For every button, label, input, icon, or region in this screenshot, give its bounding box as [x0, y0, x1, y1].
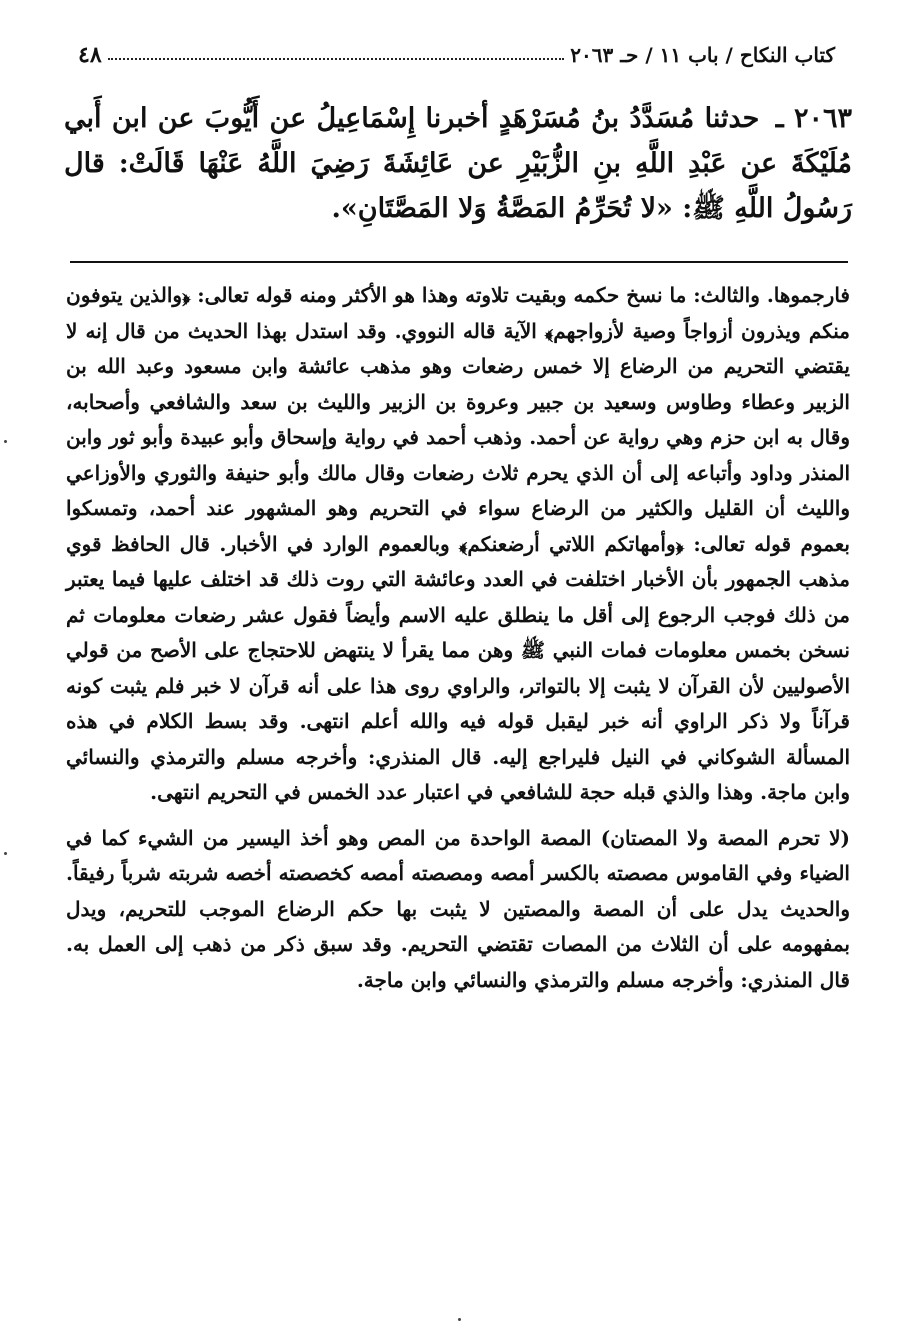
- commentary-paragraph: فارجموها. والثالث: ما نسخ حكمه وبقيت تلاوته وهذا هو الأكثر ومنه قوله تعالى: ﴿والذين يتوفون منكم ويذرون أزواجاً وصية لأزواجهم﴾ الآية قاله النووي. وقد استدل بهذا الحديث من قال إنه لا يقتضي التحريم من الرضاع إلا خمس رضعات وهو مذهب عائشة وابن مسعود وعبد الله بن الزبير وعطاء وطاوس وسعيد بن جبير وعروة بن الزبير والليث بن سعد والشافعي وأصحابه، وقال به ابن حزم وهي رواية عن أحمد. وذهب أحمد في رواية وإسحاق وأبو عبيدة وأبو ثور وابن المنذر وداود وأتباعه إلى أن الذي يحرم ثلاث رضعات وقال مالك وأبو حنيفة والثوري والأوزاعي والليث أن القليل والكثير من الرضاع سواء في التحريم وهو المشهور عند أحمد، وتمسكوا بعموم قوله تعالى: ﴿وأمهاتكم اللاتي أرضعنكم﴾ وبالعموم الوارد في الأخبار. قال الحافظ قوي مذهب الجمهور بأن الأخبار اختلفت في العدد وعائشة التي روت ذلك قد اختلف عليها فيما يعتبر من ذلك فوجب الرجوع إلى أقل ما ينطلق عليه الاسم وأيضاً فقول عشر رضعات معلومات ثم نسخن بخمس معلومات فمات النبي ﷺ وهن مما يقرأ لا ينتهض للاحتجاج على الأصح من قولي الأصوليين لأن القرآن لا يثبت إلا بالتواتر، والراوي روى هذا على أنه قرآن لا خبر فلم يثبت كونه قرآناً ولا ذكر الراوي أنه خبر ليقبل قوله فيه والله أعلم انتهى. وقد بسط الكلام في هذه المسألة الشوكاني في النيل فليراجع إليه. قال المنذري: وأخرجه مسلم والترمذي والنسائي وابن ماجة. وهذا والذي قبله حجة للشافعي في اعتبار عدد الخمس في التحريم انتهى.: [66, 283, 850, 804]
- header-dotted-leader: [108, 58, 565, 60]
- running-title: كتاب النكاح / باب ١١ / حـ ٢٠٦٣: [570, 43, 835, 67]
- commentary-paragraph-lemma: [66, 821, 850, 999]
- commentary-block: [66, 278, 850, 998]
- margin-speck: [4, 440, 7, 443]
- hadith-text-block: [64, 96, 852, 231]
- hadith-number: ٢٠٦٣ ـ: [775, 103, 852, 134]
- page-number: ٤٨: [78, 42, 102, 68]
- footnote-separator: [70, 261, 848, 263]
- lemma-explanation: المصة الواحدة من المص وهو أخذ اليسير من الشيء كما في الضياء وفي القاموس مصصته بالكسر أمصه ومصصته أمصه كخصصته أخصه شربته شرباً رفيقاً. والحديث يدل على أن المصة والمصتين لا يثبت بها حكم الرضاع الموجب للتحريم، ويدل بمفهومه على أن الثلاث من المصات تقتضي التحريم. وقد سبق ذكر من ذهب إلى العمل به. قال المنذري: وأخرجه مسلم والترمذي والنسائي وابن ماجة.: [66, 825, 850, 992]
- page-header: [62, 38, 847, 72]
- hadith-text: حدثنا مُسَدَّدُ بنُ مُسَرْهَدٍ أخبرنا إِسْمَاعِيلُ عن أَيُّوبَ عن ابن أَبي مُلَيْكَةَ عن عَبْدِ اللَّهِ بنِ الزُّبَيْرِ عن عَائِشَةَ رَضِيَ اللَّهُ عَنْهَا قَالَتْ: قال رَسُولُ اللَّهِ ﷺ: «لا تُحَرِّمُ المَصَّةُ وَلا المَصَّتَانِ».: [64, 103, 852, 224]
- margin-speck: [458, 1318, 461, 1321]
- margin-speck: [4, 852, 7, 855]
- lemma-heading: (لا تحرم المصة ولا المصتان): [600, 825, 851, 850]
